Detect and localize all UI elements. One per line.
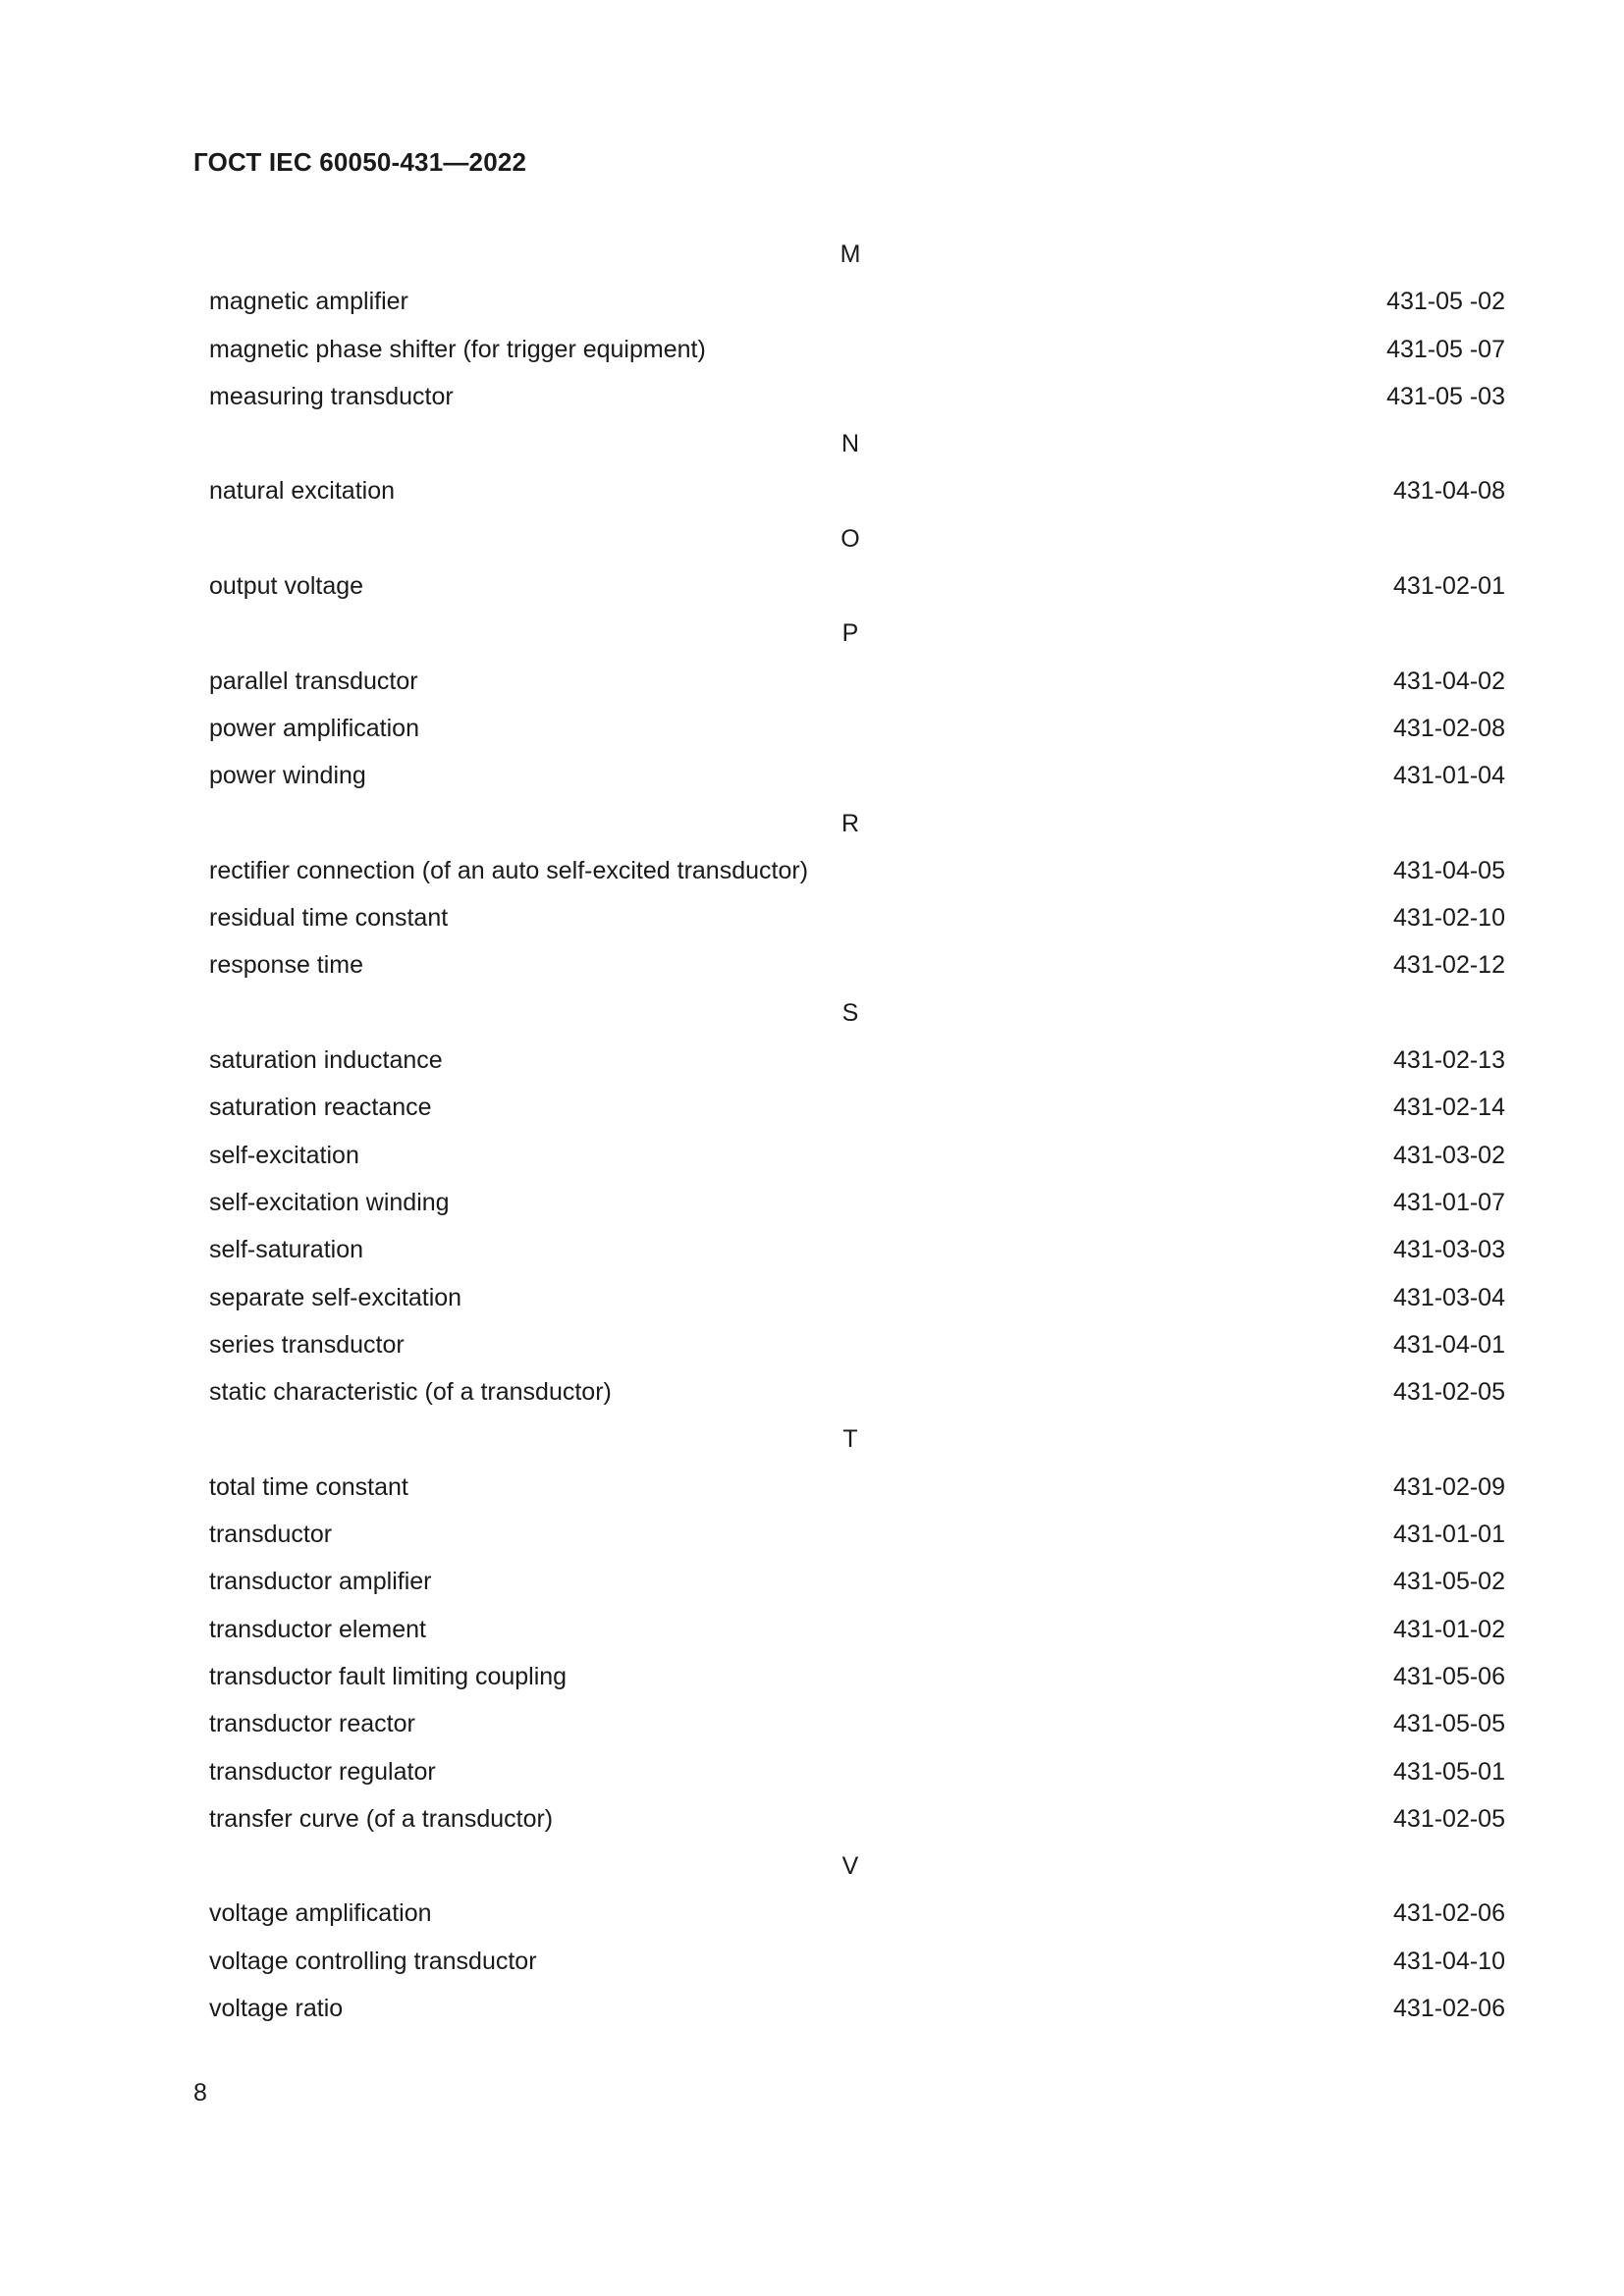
index-entry	[193, 373, 1505, 420]
index-entry	[193, 1606, 1505, 1653]
index-reference-number: 431-01-01	[1393, 1521, 1505, 1549]
index-entry	[193, 1700, 1505, 1747]
index-term: separate self-excitation	[209, 1283, 462, 1311]
index-reference-number: 431-05-05	[1393, 1710, 1505, 1738]
index-entry	[193, 326, 1505, 373]
index-reference-number: 431-05 -03	[1386, 382, 1505, 410]
index-entry	[193, 1558, 1505, 1605]
index-reference-number: 431-03-03	[1393, 1236, 1505, 1264]
index-term: self-saturation	[209, 1236, 364, 1264]
index-letter-heading: O	[840, 524, 860, 553]
index-letter-heading: P	[841, 619, 859, 648]
index-entry	[193, 847, 1505, 894]
alphabetical-index	[193, 231, 1505, 2032]
index-term: power winding	[209, 762, 366, 790]
index-entry	[193, 1795, 1505, 1842]
index-reference-number: 431-01-04	[1393, 762, 1505, 790]
index-term: static characteristic (of a transductor)	[209, 1378, 612, 1407]
index-reference-number: 431-04-05	[1393, 856, 1505, 884]
index-entry	[193, 562, 1505, 610]
index-letter-heading: R	[840, 809, 860, 837]
index-reference-number: 431-05-06	[1393, 1662, 1505, 1690]
index-reference-number: 431-02-05	[1393, 1378, 1505, 1407]
index-term: transfer curve (of a transductor)	[209, 1804, 554, 1833]
index-reference-number: 431-02-06	[1393, 1899, 1505, 1928]
index-reference-number: 431-02-08	[1393, 714, 1505, 742]
index-term: saturation inductance	[209, 1046, 443, 1075]
index-entry	[193, 1321, 1505, 1368]
index-letter-heading: M	[839, 240, 861, 268]
index-letter-heading: V	[841, 1852, 859, 1881]
index-term: output voltage	[209, 572, 364, 601]
index-term: transductor reactor	[209, 1710, 415, 1738]
index-reference-number: 431-03-02	[1393, 1141, 1505, 1169]
index-entry	[193, 1653, 1505, 1700]
index-term: self-excitation	[209, 1141, 359, 1169]
index-entry	[193, 1037, 1505, 1084]
index-letter-heading: N	[840, 430, 860, 458]
index-reference-number: 431-04-01	[1393, 1330, 1505, 1359]
index-letter-heading: T	[842, 1425, 858, 1454]
index-term: voltage controlling transductor	[209, 1947, 537, 1975]
index-entry	[193, 1511, 1505, 1558]
index-term: measuring transductor	[209, 382, 454, 410]
index-entry	[193, 1084, 1505, 1131]
index-entry	[193, 467, 1505, 514]
index-reference-number: 431-02-13	[1393, 1046, 1505, 1075]
index-entry	[193, 658, 1505, 705]
index-term: power amplification	[209, 714, 419, 742]
index-term: series transductor	[209, 1330, 405, 1359]
index-reference-number: 431-05 -07	[1386, 335, 1505, 363]
index-term: residual time constant	[209, 904, 449, 933]
index-reference-number: 431-02-14	[1393, 1094, 1505, 1122]
index-entry	[193, 278, 1505, 325]
index-reference-number: 431-01-07	[1393, 1188, 1505, 1216]
index-term: transductor	[209, 1521, 333, 1549]
index-entry	[193, 1985, 1505, 2032]
index-term: rectifier connection (of an auto self-excited transductor)	[209, 856, 809, 884]
index-entry	[193, 1226, 1505, 1273]
index-entry	[193, 1179, 1505, 1226]
index-reference-number: 431-02-05	[1393, 1804, 1505, 1833]
index-entry	[193, 705, 1505, 752]
index-term: magnetic amplifier	[209, 288, 408, 316]
page-number: 8	[193, 2079, 207, 2107]
index-term: transductor amplifier	[209, 1568, 432, 1596]
index-reference-number: 431-02-10	[1393, 904, 1505, 933]
index-term: saturation reactance	[209, 1094, 432, 1122]
index-reference-number: 431-02-12	[1393, 951, 1505, 980]
index-entry	[193, 1748, 1505, 1795]
index-entry	[193, 1464, 1505, 1511]
index-letter-heading: S	[841, 998, 859, 1027]
index-term: voltage ratio	[209, 1994, 344, 2022]
index-term: magnetic phase shifter (for trigger equipment)	[209, 335, 706, 363]
index-entry	[193, 1890, 1505, 1937]
index-reference-number: 431-04-02	[1393, 667, 1505, 695]
index-entry	[193, 1938, 1505, 1985]
index-term: transductor regulator	[209, 1757, 436, 1786]
index-reference-number: 431-02-06	[1393, 1994, 1505, 2022]
index-reference-number: 431-05-02	[1393, 1568, 1505, 1596]
index-term: response time	[209, 951, 364, 980]
index-entry	[193, 894, 1505, 941]
index-entry	[193, 941, 1505, 988]
document-header: ГОСТ IEC 60050-431—2022	[193, 147, 527, 177]
index-reference-number: 431-05 -02	[1386, 288, 1505, 316]
index-entry	[193, 1132, 1505, 1179]
index-reference-number: 431-04-08	[1393, 477, 1505, 506]
index-term: transductor fault limiting coupling	[209, 1662, 568, 1690]
index-term: parallel transductor	[209, 667, 418, 695]
index-reference-number: 431-01-02	[1393, 1615, 1505, 1643]
index-entry	[193, 752, 1505, 799]
index-reference-number: 431-05-01	[1393, 1757, 1505, 1786]
index-term: natural excitation	[209, 477, 396, 506]
index-term: voltage amplification	[209, 1899, 432, 1928]
index-term: total time constant	[209, 1472, 408, 1501]
index-reference-number: 431-02-01	[1393, 572, 1505, 601]
index-term: transductor element	[209, 1615, 426, 1643]
index-entry	[193, 1368, 1505, 1415]
index-entry	[193, 1274, 1505, 1321]
index-reference-number: 431-04-10	[1393, 1947, 1505, 1975]
index-reference-number: 431-02-09	[1393, 1472, 1505, 1501]
index-term: self-excitation winding	[209, 1188, 450, 1216]
index-reference-number: 431-03-04	[1393, 1283, 1505, 1311]
